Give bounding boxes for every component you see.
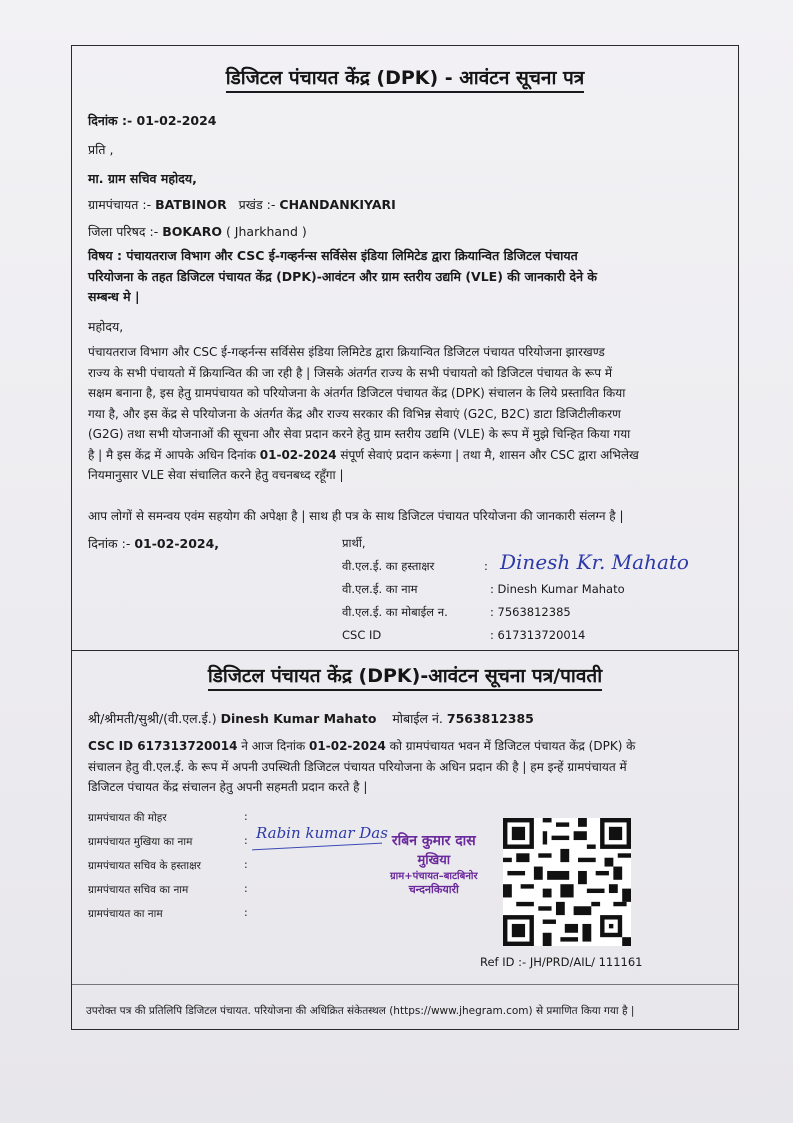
stamp-line: मुखिया: [417, 853, 451, 868]
subject-line: परियोजना के तहत डिजिटल पंचायत केंद्र (DPK)-आवंटन और ग्राम स्तरीय उद्यमि (VLE) की जानकारी देने के: [88, 268, 597, 284]
district-line: [88, 223, 307, 240]
letter-frame: डिजिटल पंचायत केंद्र (DPK) - आवंटन सूचना पत्र दिनांक :- 01-02-2024 प्रति , मा. ग्राम सचिव महोदय, ग्रामपंचायत :- BATBINOR प्रखंड :- CHANDANKIYARI जिला परिषद :- BOKARO ( Jharkhand ) विषय : पंचायतराज विभाग और CSC ई-गव्हर्नन्स सर्विसेस इंडिया लिमिटेड द्वारा क्रियान्वित डिजिटल पंचायत परियोजना के तहत डिजिटल पंचायत केंद्र (DPK)-आवंटन और ग्राम स्तरीय उद्यमि (VLE) की जानकारी देने के सम्बन्ध मे | महोदय, पंचायतराज विभाग और CSC ई-गव्हर्नन्स सर्विसेस इंडिया लिमिटेड द्वारा क्रियान्वित डिजिटल पंचायत परियोजना झारखण्ड राज्य के सभी पंचायतो में क्रियान्वित की जा रही है | जिसके अंतर्गत राज्य के सभी पंचायतो को डिजिटल पंचायत के रूप में सक्षम बनाना है, इस हेतु ग्रामपंचायत को परियोजना के अंतर्गत डिजिटल पंचायत केंद्र (DPK) संचालन के लिये प्रस्तावित किया गया है, और इस केंद्र से परियोजना के अंतर्गत केंद्र और राज्य सरकार की विभिन्न सेवाएं (G2C, B2C) डाटा डिजिटीलीकरण (G2G) तथा सभी योजनाओं की सूचना और सेवा प्रदान करने हेतु ग्राम स्तरीय उद्यमि (VLE) के रूप में मुझे चिन्हित किया गया है | मै इस केंद्र में आपके अधिन दिनांक 01-02-2024 संपूर्ण सेवाएं प्रदान करूंगा | तथा मै, शासन और CSC द्वारा अभिलेख नियमानुसार VLE सेवा संचालित करने हेतु वचनबध्द रहूँगा | आप लोगों से समन्वय एवंम सहयोग की अपेक्षा है | साथ ही पत्र के साथ डिजिटल पंचायत परियोजना की जानकारी संलग्न है | दिनांक :- 01-02-2024, प्रार्थी, वी.एल.ई. का हस्ताक्षर : Dinesh Kr. Mahato वी.एल.ई. का नाम : Dinesh Kumar Mahato वी.एल.ई. का मोबाईल न. : 7563812385 CSC ID : 617313720014 डिजिटल पंचायत केंद्र (DPK)-आवंटन सूचना पत्र/पावती श्री/श्रीमती/सुश्री/(वी.एल.ई.) Dinesh Kumar Mahato मोबाईल नं. 7563812385 CSC ID 617313720014 ने आज दिनांक 01-02-2024 को ग्रामपंचायत भवन में डिजिटल पंचायत केंद्र (DPK) के संचालन हेतु वी.एल.ई. के रूप में अपनी उपस्थिती डिजिटल पंचायत परियोजना के अधिन प्रदान की है | हम इन्हें ग्रामपंचायत में डिजिटल पंचायत केंद्र संचालन हेतु अपनी सहमती प्रदान करते है | ग्रामपंचायत की मोहर : ग्रामपंचायत मुखिया का नाम : ग्रामपंचायत सचिव के हस्ताक्षर : ग्रामपंचायत सचिव का नाम : ग्रामपंचायत का नाम : Rabin kumar Das रबिन कुमार दास मुखिया ग्राम+पंचायत–बाटबिनोर चन्दनकियारी Ref ID :- JH/PRD/AIL/ 111161 उपरोक्त पत्र की प्रतिलिपि डिजिटल पंचायत. परियोजना की अधिक्रित संकेतस्थल (https://www.jhegram.com) से प्रमाणित किया गया है |: [71, 45, 739, 1030]
vle-sign-label: वी.एल.ई. का हस्ताक्षर: [342, 559, 435, 573]
applicant-label: प्रार्थी,: [342, 536, 366, 550]
gp-field-secretary-name: ग्रामपंचायत सचिव का नाम: [88, 884, 189, 896]
vle-csc-label: CSC ID: [342, 628, 382, 642]
gram-label: ग्रामपंचायत :-: [88, 197, 152, 212]
body-line: नियमानुसार VLE सेवा संचालित करने हेतु वचनबध्द रहूँगा |: [88, 468, 344, 482]
ack-line: CSC ID 617313720014 ने आज दिनांक 01-02-2024 को ग्रामपंचायत भवन में डिजिटल पंचायत केंद्र (DPK) के: [88, 739, 636, 753]
signature-underline: [252, 843, 382, 851]
date-line: दिनांक :- 01-02-2024: [88, 113, 217, 128]
ack-line: डिजिटल पंचायत केंद्र संचालन हेतु अपनी सहमती प्रदान करते है |: [88, 780, 368, 794]
footer-divider: [72, 984, 738, 985]
footer-note: उपरोक्त पत्र की प्रतिलिपि डिजिटल पंचायत. परियोजना की अधिक्रित संकेतस्थल (https://www.jhegram.com) से प्रमाणित किया गया है |: [86, 1005, 635, 1017]
subject-block: [88, 246, 728, 308]
body-line: सक्षम बनाना है, इस हेतु ग्रामपंचायत को परियोजना के अंतर्गत डिजिटल पंचायत केंद्र (DPK) संचालन के लिये प्रस्तावित किया: [88, 386, 626, 400]
ack-paragraph: [88, 736, 728, 798]
vle-csc-value: : 617313720014: [490, 628, 586, 642]
letter-title: डिजिटल पंचायत केंद्र (DPK) - आवंटन सूचना पत्र: [72, 64, 738, 90]
addressee: मा. ग्राम सचिव महोदय,: [88, 171, 197, 186]
mukhiya-signature: Rabin kumar Das: [256, 824, 388, 842]
gp-field-panchayat-name: ग्रामपंचायत का नाम: [88, 908, 163, 920]
body-line: (G2G) तथा सभी योजनाओं की सूचना और सेवा प्रदान करने हेतु ग्राम स्तरीय उद्यमि (VLE) के रूप में मुझे चिन्हित किया गया: [88, 427, 631, 441]
body-date: 01-02-2024: [259, 447, 337, 462]
gp-field-mukhiya-name: ग्रामपंचायत मुखिया का नाम: [88, 836, 193, 848]
ref-id: Ref ID :- JH/PRD/AIL/ 111161: [480, 955, 643, 969]
block-label: प्रखंड :-: [238, 197, 276, 212]
vle-signature: Dinesh Kr. Mahato: [500, 550, 689, 574]
prati-text: प्रति ,: [88, 142, 114, 157]
stamp-line: ग्राम+पंचायत–बाटबिनोर: [390, 871, 478, 882]
vle-csc-row: [72, 628, 738, 646]
body-line: है | मै इस केंद्र में आपके अधिन दिनांक 01-02-2024 संपूर्ण सेवाएं प्रदान करूंगा | तथा मै, शासन और CSC द्वारा अभिलेख: [88, 447, 639, 462]
ack-name-label: श्री/श्रीमती/सुश्री/(वी.एल.ई.): [88, 711, 217, 726]
subject-line: विषय : पंचायतराज विभाग और CSC ई-गव्हर्नन्स सर्विसेस इंडिया लिमिटेड द्वारा क्रियान्वित डिजिटल पंचायत: [88, 248, 578, 263]
gram-value: BATBINOR: [155, 197, 227, 212]
salutation: महोदय,: [88, 319, 124, 334]
ack-mobile-value: 7563812385: [446, 711, 534, 726]
vle-mobile-value: : 7563812385: [490, 605, 571, 619]
subject-line: सम्बन्ध मे |: [88, 289, 140, 304]
ack-name-value: Dinesh Kumar Mahato: [220, 711, 377, 726]
vle-mobile-row: [72, 605, 738, 623]
stamp-line: चन्दनकियारी: [408, 883, 459, 896]
gp-field-seal: ग्रामपंचायत की मोहर: [88, 812, 167, 824]
ack-csc-id: CSC ID 617313720014: [88, 739, 238, 753]
block-value: CHANDANKIYARI: [279, 197, 396, 212]
vle-signature-row: वी.एल.ई. का हस्ताक्षर : Dinesh Kr. Mahato: [342, 550, 689, 574]
ack-line: संचालन हेतु वी.एल.ई. के रूप में अपनी उपस्थिती डिजिटल पंचायत परियोजना के अधिन प्रदान की है | हम इन्हें ग्रामपंचायत में: [88, 759, 627, 774]
mukhiya-stamp: [390, 831, 478, 897]
stamp-line: रबिन कुमार दास: [391, 833, 476, 849]
district-label: जिला परिषद :-: [88, 224, 159, 239]
date-line-2: दिनांक :- 01-02-2024,: [88, 536, 220, 551]
ack-date: 01-02-2024: [309, 739, 386, 753]
vle-name-row: [72, 582, 738, 600]
acknowledgement-title: डिजिटल पंचायत केंद्र (DPK)-आवंटन सूचना पत्र/पावती: [72, 662, 738, 688]
body-paragraph: [88, 342, 728, 486]
district-value: BOKARO: [162, 224, 222, 239]
body-line: राज्य के सभी पंचायतो में क्रियान्वित की जा रही है | जिसके अंतर्गत राज्य के सभी पंचायतो को डिजिटल पंचायत के रूप में: [88, 365, 613, 380]
vle-mobile-label: वी.एल.ई. का मोबाईल न.: [342, 605, 448, 619]
state-value: ( Jharkhand ): [225, 224, 307, 239]
vle-name-label: वी.एल.ई. का नाम: [342, 582, 418, 596]
body-line: पंचायतराज विभाग और CSC ई-गव्हर्नन्स सर्विसेस इंडिया लिमिटेड द्वारा क्रियान्वित डिजिटल पंचायत परियोजना झारखण्ड: [88, 345, 605, 359]
gram-panchayat-line: [88, 196, 396, 213]
section-divider: [72, 650, 738, 651]
gp-field-secretary-signature: ग्रामपंचायत सचिव के हस्ताक्षर: [88, 860, 201, 872]
body-line: गया है, और इस केंद्र से परियोजना के अंतर्गत केंद्र और राज्य सरकार की विभिन्न सेवाएं (G2C, B2C) डाटा डिजिटीलीकरण: [88, 406, 621, 421]
closing-line: आप लोगों से समन्वय एवंम सहयोग की अपेक्षा है | साथ ही पत्र के साथ डिजिटल पंचायत परियोजना की जानकारी संलग्न है |: [88, 509, 624, 523]
ack-name-line: [88, 710, 534, 727]
ack-mobile-label: मोबाईल नं.: [392, 711, 443, 726]
vle-name-value: : Dinesh Kumar Mahato: [490, 582, 625, 596]
qr-code-icon: [503, 818, 631, 946]
